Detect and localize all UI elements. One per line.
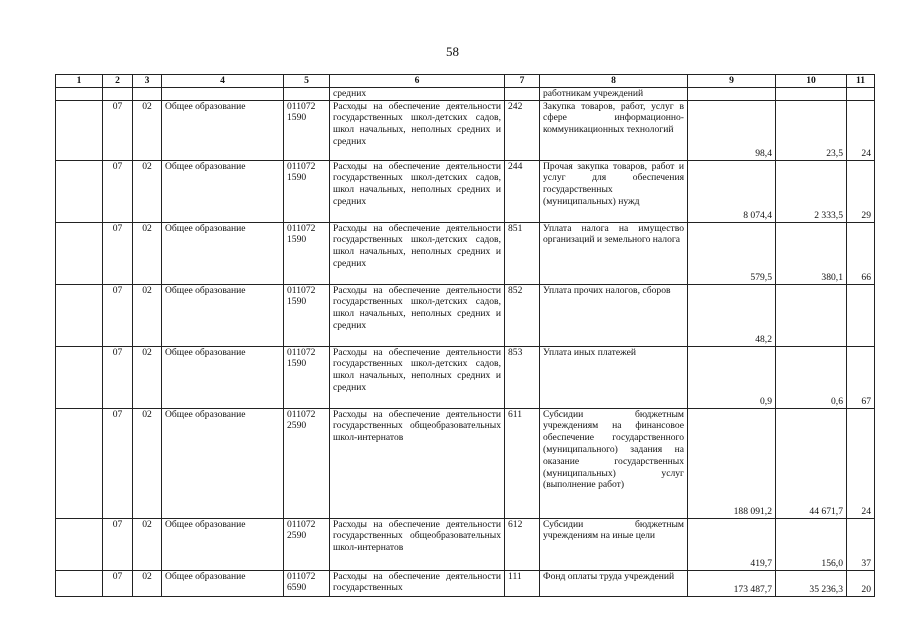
col-header-2: 2 — [103, 75, 133, 88]
expense-type-code: 612 — [505, 518, 540, 570]
section-code: 07 — [103, 346, 133, 408]
expense-type-code: 242 — [505, 100, 540, 160]
table-row — [56, 570, 875, 596]
col-header-11: 11 — [847, 75, 875, 88]
section-name: Общее образование — [162, 518, 284, 570]
expense-description: Расходы на обеспечение деятельности государственных общеобразовательных школ-интернатов — [330, 518, 505, 570]
amount-plan: 419,7 — [688, 518, 776, 570]
budget-table — [55, 74, 875, 597]
section-code: 07 — [103, 408, 133, 518]
section-name: Общее образование — [162, 408, 284, 518]
target-code: 011072 1590 — [284, 346, 330, 408]
carry-expense-text: средних — [330, 87, 505, 100]
amount-actual — [776, 284, 847, 346]
table-row — [56, 100, 875, 160]
section-code: 07 — [103, 100, 133, 160]
expense-description: Расходы на обеспечение деятельности государственных общеобразовательных школ-интернатов — [330, 408, 505, 518]
expense-type-code: 244 — [505, 160, 540, 222]
percent: 29 — [847, 160, 875, 222]
target-code: 011072 2590 — [284, 408, 330, 518]
expense-type-code: 851 — [505, 222, 540, 284]
section-code: 07 — [103, 222, 133, 284]
carry-type-text: работникам учреждений — [540, 87, 688, 100]
subsection-code: 02 — [133, 346, 162, 408]
target-code: 011072 1590 — [284, 100, 330, 160]
carry-over-row — [56, 87, 875, 100]
expense-description: Расходы на обеспечение деятельности государственных школ-детских садов, школ начальных, неполных средних и средних — [330, 284, 505, 346]
target-code: 011072 1590 — [284, 222, 330, 284]
target-code: 011072 1590 — [284, 284, 330, 346]
col-header-6: 6 — [330, 75, 505, 88]
expense-type-name: Фонд оплаты труда учреждений — [540, 570, 688, 596]
section-name: Общее образование — [162, 346, 284, 408]
section-name: Общее образование — [162, 222, 284, 284]
expense-type-name: Закупка товаров, работ, услуг в сфере информационно-коммуникационных технологий — [540, 100, 688, 160]
expense-type-code: 852 — [505, 284, 540, 346]
percent: 24 — [847, 100, 875, 160]
percent: 37 — [847, 518, 875, 570]
col-header-8: 8 — [540, 75, 688, 88]
table-row — [56, 160, 875, 222]
col-header-1: 1 — [56, 75, 103, 88]
subsection-code: 02 — [133, 408, 162, 518]
subsection-code: 02 — [133, 100, 162, 160]
subsection-code: 02 — [133, 518, 162, 570]
expense-type-name: Прочая закупка товаров, работ и услуг для обеспечения государственных (муниципальных) нужд — [540, 160, 688, 222]
section-code: 07 — [103, 518, 133, 570]
amount-plan: 0,9 — [688, 346, 776, 408]
col-header-5: 5 — [284, 75, 330, 88]
section-code: 07 — [103, 160, 133, 222]
expense-type-name: Уплата налога на имущество организаций и земельного налога — [540, 222, 688, 284]
amount-actual: 0,6 — [776, 346, 847, 408]
table-row — [56, 346, 875, 408]
expense-type-code: 853 — [505, 346, 540, 408]
expense-type-code: 611 — [505, 408, 540, 518]
page-number: 58 — [446, 44, 459, 59]
expense-description: Расходы на обеспечение деятельности государственных школ-детских садов, школ начальных, неполных средних и средних — [330, 160, 505, 222]
subsection-code: 02 — [133, 570, 162, 596]
expense-type-name: Субсидии бюджетным учреждениям на финансовое обеспечение государственного (муниципального) задания на оказание государственных (муниципальных) услуг (выполнение работ) — [540, 408, 688, 518]
expense-description: Расходы на обеспечение деятельности государственных школ-детских садов, школ начальных, неполных средних и средних — [330, 100, 505, 160]
expense-description: Расходы на обеспечение деятельности государственных школ-детских садов, школ начальных, неполных средних и средних — [330, 222, 505, 284]
col-header-10: 10 — [776, 75, 847, 88]
expense-type-name: Уплата прочих налогов, сборов — [540, 284, 688, 346]
table-row — [56, 284, 875, 346]
percent — [847, 284, 875, 346]
col-header-9: 9 — [688, 75, 776, 88]
expense-description: Расходы на обеспечение деятельности государственных школ-детских садов, школ начальных, неполных средних и средних — [330, 346, 505, 408]
table-row — [56, 408, 875, 518]
percent: 20 — [847, 570, 875, 596]
col-header-7: 7 — [505, 75, 540, 88]
section-name: Общее образование — [162, 160, 284, 222]
percent: 24 — [847, 408, 875, 518]
amount-actual: 44 671,7 — [776, 408, 847, 518]
expense-type-name: Субсидии бюджетным учреждениям на иные цели — [540, 518, 688, 570]
percent: 66 — [847, 222, 875, 284]
expense-description: Расходы на обеспечение деятельности государственных — [330, 570, 505, 596]
header-row — [56, 75, 875, 88]
subsection-code: 02 — [133, 222, 162, 284]
col-header-3: 3 — [133, 75, 162, 88]
amount-actual: 380,1 — [776, 222, 847, 284]
target-code: 011072 2590 — [284, 518, 330, 570]
amount-plan: 48,2 — [688, 284, 776, 346]
table-row — [56, 222, 875, 284]
subsection-code: 02 — [133, 284, 162, 346]
subsection-code: 02 — [133, 160, 162, 222]
target-code: 011072 6590 — [284, 570, 330, 596]
amount-actual: 2 333,5 — [776, 160, 847, 222]
percent: 67 — [847, 346, 875, 408]
amount-actual: 23,5 — [776, 100, 847, 160]
target-code: 011072 1590 — [284, 160, 330, 222]
amount-plan: 8 074,4 — [688, 160, 776, 222]
col-header-4: 4 — [162, 75, 284, 88]
amount-plan: 173 487,7 — [688, 570, 776, 596]
table-row — [56, 518, 875, 570]
amount-plan: 98,4 — [688, 100, 776, 160]
expense-type-code: 111 — [505, 570, 540, 596]
amount-plan: 188 091,2 — [688, 408, 776, 518]
section-code: 07 — [103, 570, 133, 596]
amount-actual: 156,0 — [776, 518, 847, 570]
amount-plan: 579,5 — [688, 222, 776, 284]
section-code: 07 — [103, 284, 133, 346]
section-name: Общее образование — [162, 100, 284, 160]
amount-actual: 35 236,3 — [776, 570, 847, 596]
section-name: Общее образование — [162, 570, 284, 596]
expense-type-name: Уплата иных платежей — [540, 346, 688, 408]
section-name: Общее образование — [162, 284, 284, 346]
